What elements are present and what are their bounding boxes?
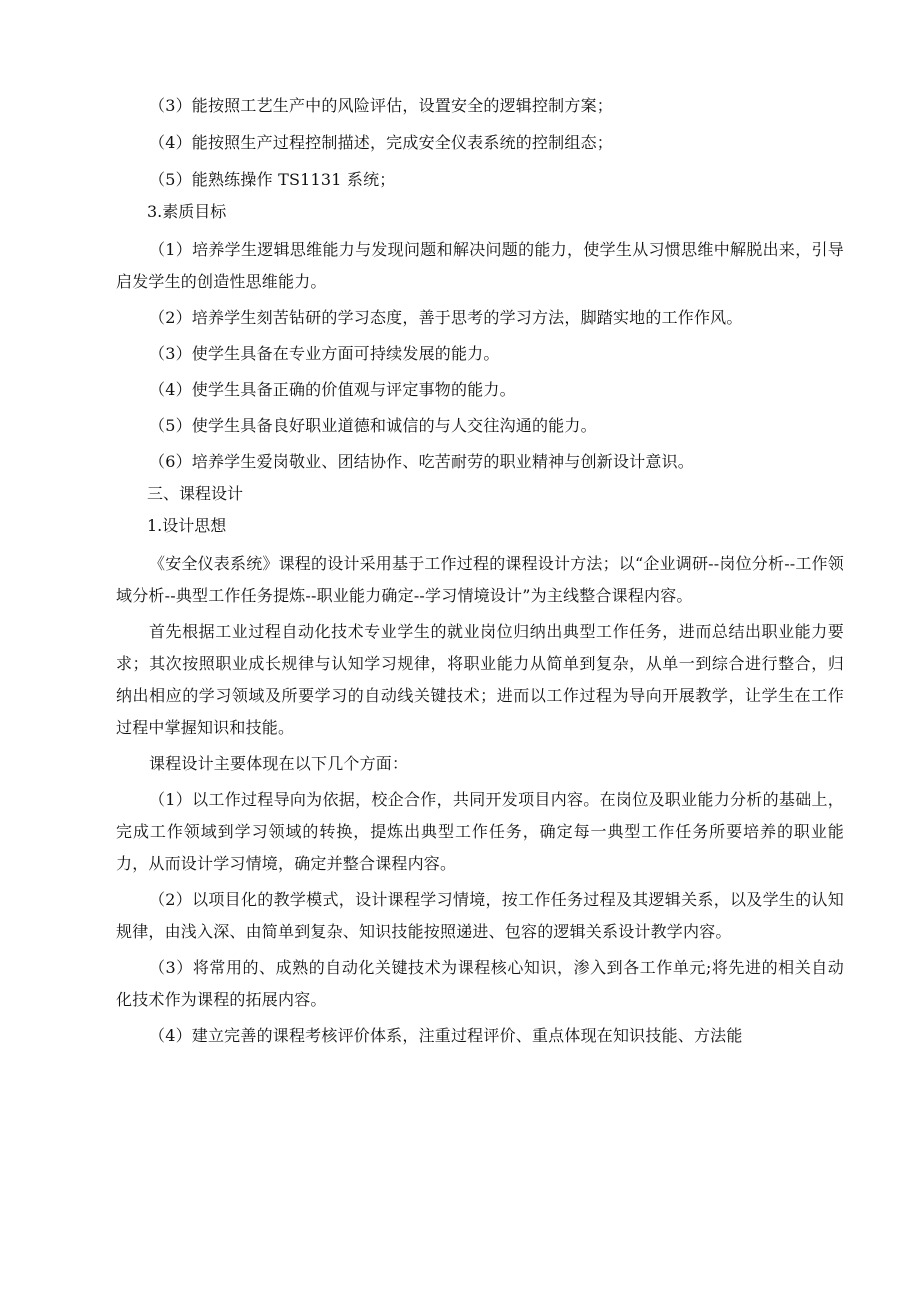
document-body xyxy=(116,90,844,1052)
design-item-4: （4）建立完善的课程考核评价体系，注重过程评价、重点体现在知识技能、方法能 xyxy=(149,1026,743,1045)
design-item-1: （1）以工作过程导向为依据，校企合作，共同开发项目内容。在岗位及职业能力分析的基础上，完成工作领域到学习领域的转换，提炼出典型工作任务，确定每一典型工作任务所要培养的职业能力，从而设计学习情境，确定并整合课程内容。 xyxy=(116,790,844,873)
quality-item-6: （6）培养学生爱岗敬业、团结协作、吃苦耐劳的职业精神与创新设计意识。 xyxy=(149,452,694,471)
design-paragraph-aspects: 课程设计主要体现在以下几个方面： xyxy=(149,754,409,773)
design-item-2: （2）以项目化的教学模式，设计课程学习情境，按工作任务过程及其逻辑关系，以及学生的认知规律，由浅入深、由简单到复杂、知识技能按照递进、包容的逻辑关系设计教学内容。 xyxy=(116,890,844,941)
design-paragraph-process: 首先根据工业过程自动化技术专业学生的就业岗位归纳出典型工作任务，进而总结出职业能力要求；其次按照职业成长规律与认知学习规律，将职业能力从简单到复杂，从单一到综合进行整合，归纳出相应的学习领域及所要学习的自动线关键技术；进而以工作过程为导向开展教学，让学生在工作过程中掌握知识和技能。 xyxy=(116,622,844,737)
skill-item-3: （3）能按照工艺生产中的风险评估，设置安全的逻辑控制方案； xyxy=(149,96,613,115)
quality-item-4: （4）使学生具备正确的价值观与评定事物的能力。 xyxy=(149,380,516,399)
quality-item-3: （3）使学生具备在专业方面可持续发展的能力。 xyxy=(149,344,500,363)
quality-objectives-heading: 3.素质目标 xyxy=(147,202,227,221)
quality-item-1: （1）培养学生逻辑思维能力与发现问题和解决问题的能力，使学生从习惯思维中解脱出来，引导启发学生的创造性思维能力。 xyxy=(116,240,844,291)
section-course-design-heading: 三、课程设计 xyxy=(147,484,244,503)
skill-item-5: （5）能熟练操作 TS1131 系统； xyxy=(149,170,396,189)
design-paragraph-intro: 《安全仪表系统》课程的设计采用基于工作过程的课程设计方法；以“企业调研--岗位分析--工作领域分析--典型工作任务提炼--职业能力确定--学习情境设计”为主线整合课程内容。 xyxy=(116,554,845,605)
quality-item-5: （5）使学生具备良好职业道德和诚信的与人交往沟通的能力。 xyxy=(149,416,597,435)
design-item-3: （3）将常用的、成熟的自动化关键技术为课程核心知识，渗入到各工作单元;将先进的相关自动化技术作为课程的拓展内容。 xyxy=(116,958,844,1009)
design-concept-heading: 1.设计思想 xyxy=(147,516,227,535)
skill-item-4: （4）能按照生产过程控制描述，完成安全仪表系统的控制组态； xyxy=(149,133,613,152)
quality-item-2: （2）培养学生刻苦钻研的学习态度，善于思考的学习方法，脚踏实地的工作作风。 xyxy=(149,308,743,327)
